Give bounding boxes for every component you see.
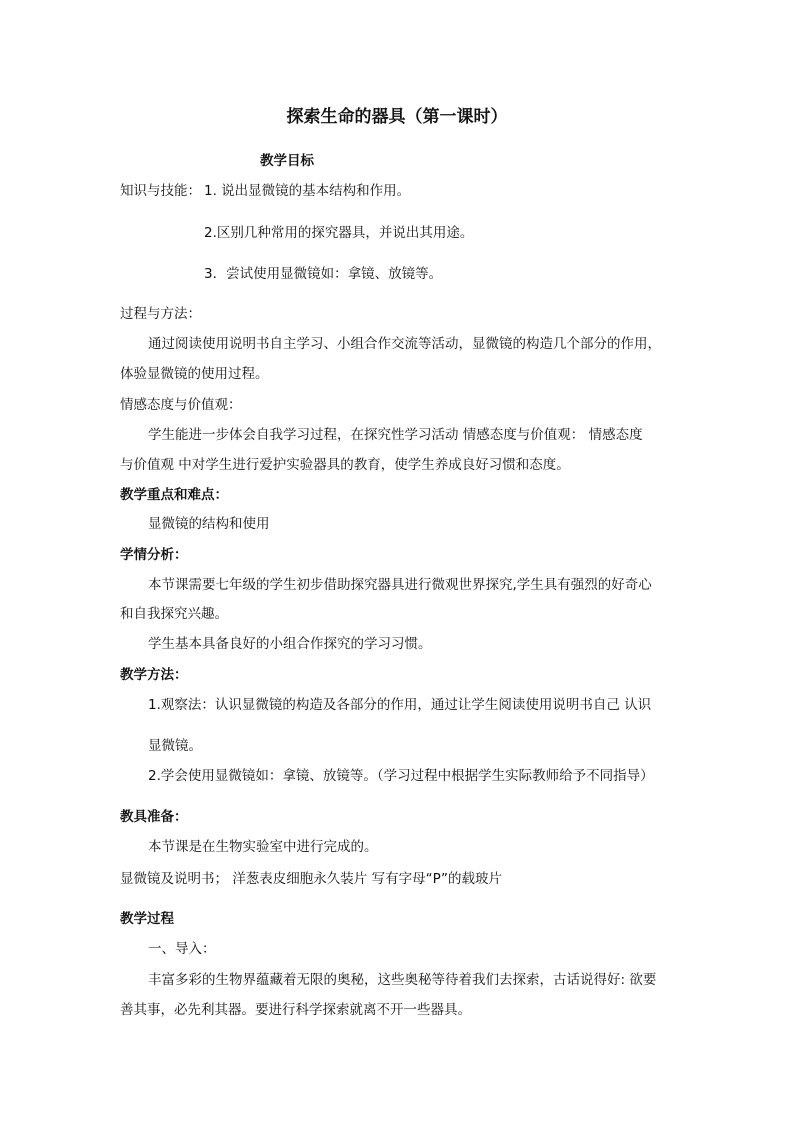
key-points-heading: 教学重点和难点： — [120, 487, 228, 503]
methods-line: 1.观察法：认识显微镜的构造及各部分的作用，通过让学生阅读使用说明书自己 认识 — [148, 697, 652, 713]
methods-line: 显微镜。 — [148, 738, 202, 754]
analysis-line: 和自我探究兴趣。 — [120, 606, 228, 622]
knowledge-item-2: 2.区别几种常用的探究器具，并说出其用途。 — [204, 225, 474, 241]
knowledge-item-1: 1. 说出显微镜的基本结构和作用。 — [204, 183, 411, 199]
attitude-label: 情感态度与价值观： — [120, 397, 242, 413]
methods-heading: 教学方法： — [120, 667, 188, 683]
procedure-line: 丰富多彩的生物界蕴藏着无限的奥秘，这些奥秘等待着我们去探索，古话说得好: 欲要 — [148, 972, 657, 988]
materials-line: 本节课是在生物实验室中进行完成的。 — [148, 839, 378, 855]
analysis-line: 本节课需要七年级的学生初步借助探究器具进行微观世界探究,学生具有强烈的好奇心 — [148, 577, 652, 593]
process-line: 通过阅读使用说明书自主学习、小组合作交流等活动，显微镜的构造几个部分的作用， — [148, 336, 661, 352]
key-points-text: 显微镜的结构和使用 — [148, 516, 270, 532]
materials-list-slide: 的载玻片 — [447, 871, 502, 887]
materials-list-items: 显微镜及说明书； 洋葱表皮细胞永久装片 写有字母“P” — [120, 871, 448, 887]
procedure-heading: 教学过程 — [120, 911, 174, 927]
attitude-line: 学生能进一步体会自我学习过程，在探究性学习活动 情感态度与价值观： 情感态度 — [148, 427, 643, 443]
objectives-heading: 教学目标 — [260, 153, 314, 169]
knowledge-item-3: 3．尝试使用显微镜如：拿镜、放镜等。 — [204, 266, 443, 282]
analysis-line: 学生基本具备良好的小组合作探究的学习习惯。 — [148, 636, 432, 652]
knowledge-label: 知识与技能： — [120, 183, 201, 199]
attitude-line: 与价值观 中对学生进行爱护实验器具的教育，使学生养成良好习惯和态度。 — [120, 457, 570, 473]
document-title: 探索生命的器具（第一课时） — [286, 107, 508, 127]
process-label: 过程与方法： — [120, 306, 201, 322]
procedure-step: 一、导入： — [148, 941, 216, 957]
materials-heading: 教具准备： — [120, 809, 188, 825]
methods-line: 2.学会使用显微镜如：拿镜、放镜等。（学习过程中根据学生实际教师给予不同指导） — [148, 768, 654, 784]
procedure-line: 善其事，必先利其器。要进行科学探索就离不开一些器具。 — [120, 1002, 471, 1018]
analysis-heading: 学情分析： — [120, 547, 188, 563]
process-line: 体验显微镜的使用过程。 — [120, 366, 269, 382]
materials-list — [120, 870, 502, 888]
